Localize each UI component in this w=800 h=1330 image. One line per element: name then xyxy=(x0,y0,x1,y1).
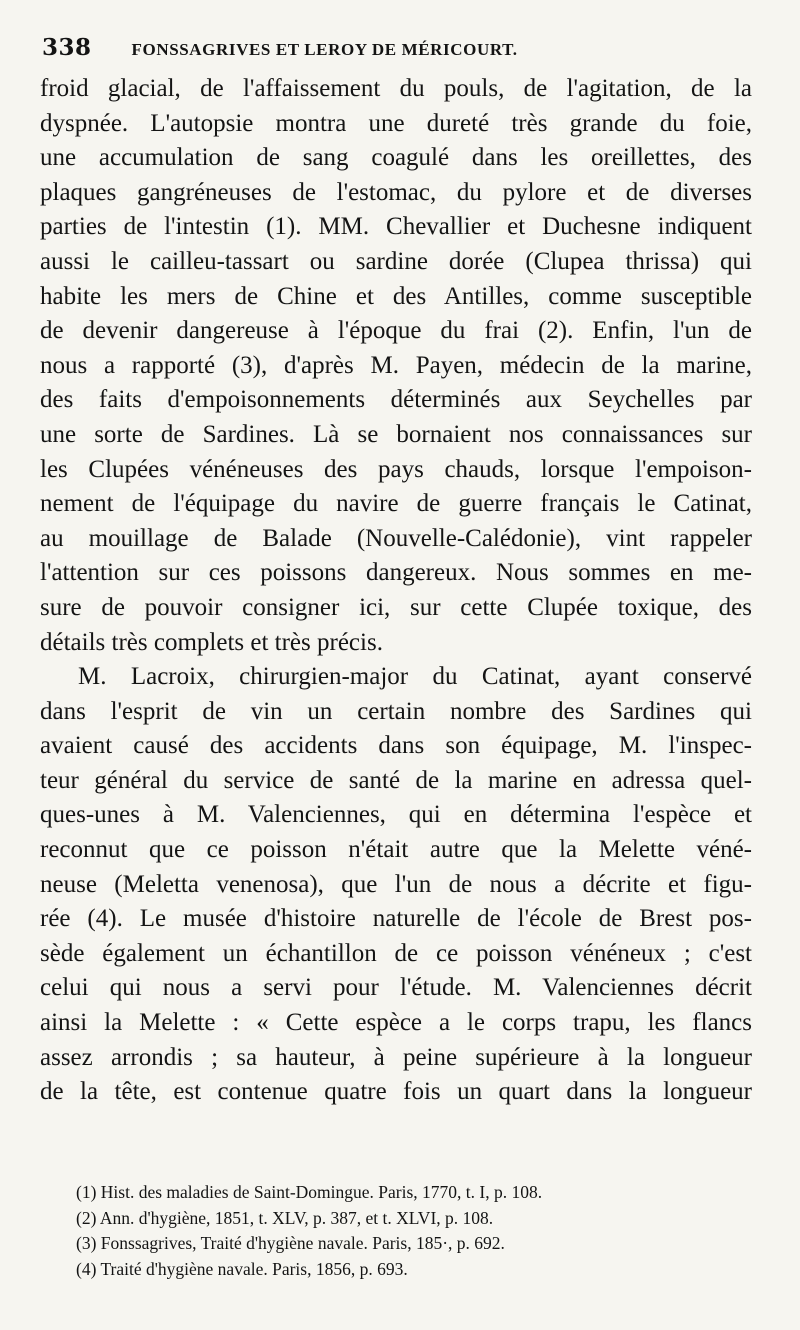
text-line: M. Lacroix, chirurgien-major du Catinat, ayant conservé xyxy=(78,663,752,691)
text-line: neuse (Meletta venenosa), que l'un de nous a décrite et figu- xyxy=(40,870,752,898)
text-line: rée (4). Le musée d'histoire naturelle de l'école de Brest pos- xyxy=(40,905,752,933)
footnote: (2) Ann. d'hygiène, 1851, t. XLV, p. 387, et t. XLVI, p. 108. xyxy=(76,1207,494,1228)
footnote: (3) Fonssagrives, Traité d'hygiène navale. Paris, 185·, p. 692. xyxy=(76,1233,505,1253)
text-line: détails très complets et très précis. xyxy=(40,628,383,656)
text-line: froid glacial, de l'affaissement du pouls, de l'agitation, de la xyxy=(40,75,752,102)
text-line: teur général du service de santé de la marine en adressa quel- xyxy=(40,766,752,794)
footnote: (4) Traité d'hygiène navale. Paris, 1856, p. 693. xyxy=(76,1258,408,1279)
text-line: nous a rapporté (3), d'après M. Payen, médecin de la marine, xyxy=(40,351,752,379)
text-line: de devenir dangereuse à l'époque du frai (2). Enfin, l'un de xyxy=(40,317,752,345)
text-line: sède également un échantillon de ce poisson vénéneux ; c'est xyxy=(40,939,752,967)
text-line: ques-unes à M. Valenciennes, qui en détermina l'espèce et xyxy=(40,801,752,829)
page-number: 338 xyxy=(42,34,92,61)
text-line: dans l'esprit de vin un certain nombre des Sardines qui xyxy=(40,697,752,725)
text-line: celui qui nous a servi pour l'étude. M. Valenciennes décrit xyxy=(40,974,752,1002)
text-line: reconnut que ce poisson n'était autre que la Melette véné- xyxy=(40,836,752,864)
text-line: des faits d'empoisonnements déterminés aux Seychelles par xyxy=(40,386,752,414)
paragraph-2 xyxy=(40,660,752,1110)
text-line: l'attention sur ces poissons dangereux. Nous sommes en me- xyxy=(40,559,752,587)
text-line: sure de pouvoir consigner ici, sur cette Clupée toxique, des xyxy=(40,593,752,621)
text-line: nement de l'équipage du navire de guerre français le Catinat, xyxy=(40,490,752,518)
text-line: habite les mers de Chine et des Antilles, comme susceptible xyxy=(40,282,752,310)
running-head: FONSSAGRIVES ET LEROY DE MÉRICOURT. xyxy=(131,40,518,59)
text-line: de la tête, est contenue quatre fois un quart dans la longueur xyxy=(40,1078,752,1106)
footnotes xyxy=(76,1180,766,1282)
paragraph-1 xyxy=(40,72,752,660)
footnote: (1) Hist. des maladies de Saint-Domingue. Paris, 1770, t. I, p. 108. xyxy=(76,1182,543,1202)
text-line: assez arrondis ; sa hauteur, à peine supérieure à la longueur xyxy=(40,1043,752,1071)
text-line: au mouillage de Balade (Nouvelle-Calédonie), vint rappeler xyxy=(40,524,752,552)
text-line: ainsi la Melette : « Cette espèce a le corps trapu, les flancs xyxy=(40,1009,752,1037)
text-line: aussi le cailleu-tassart ou sardine dorée (Clupea thrissa) qui xyxy=(40,247,752,275)
page-header xyxy=(42,34,762,68)
text-line: plaques gangréneuses de l'estomac, du pylore et de diverses xyxy=(40,178,752,206)
text-line: dyspnée. L'autopsie montra une dureté très grande du foie, xyxy=(40,109,752,137)
text-line: les Clupées vénéneuses des pays chauds, lorsque l'empoison- xyxy=(40,455,752,483)
text-line: une sorte de Sardines. Là se bornaient nos connaissances sur xyxy=(40,420,752,448)
text-line: parties de l'intestin (1). MM. Chevallier et Duchesne indiquent xyxy=(40,213,752,241)
text-line: une accumulation de sang coagulé dans les oreillettes, des xyxy=(40,144,752,172)
body-text xyxy=(40,72,752,1110)
text-line: avaient causé des accidents dans son équipage, M. l'inspec- xyxy=(40,732,752,760)
